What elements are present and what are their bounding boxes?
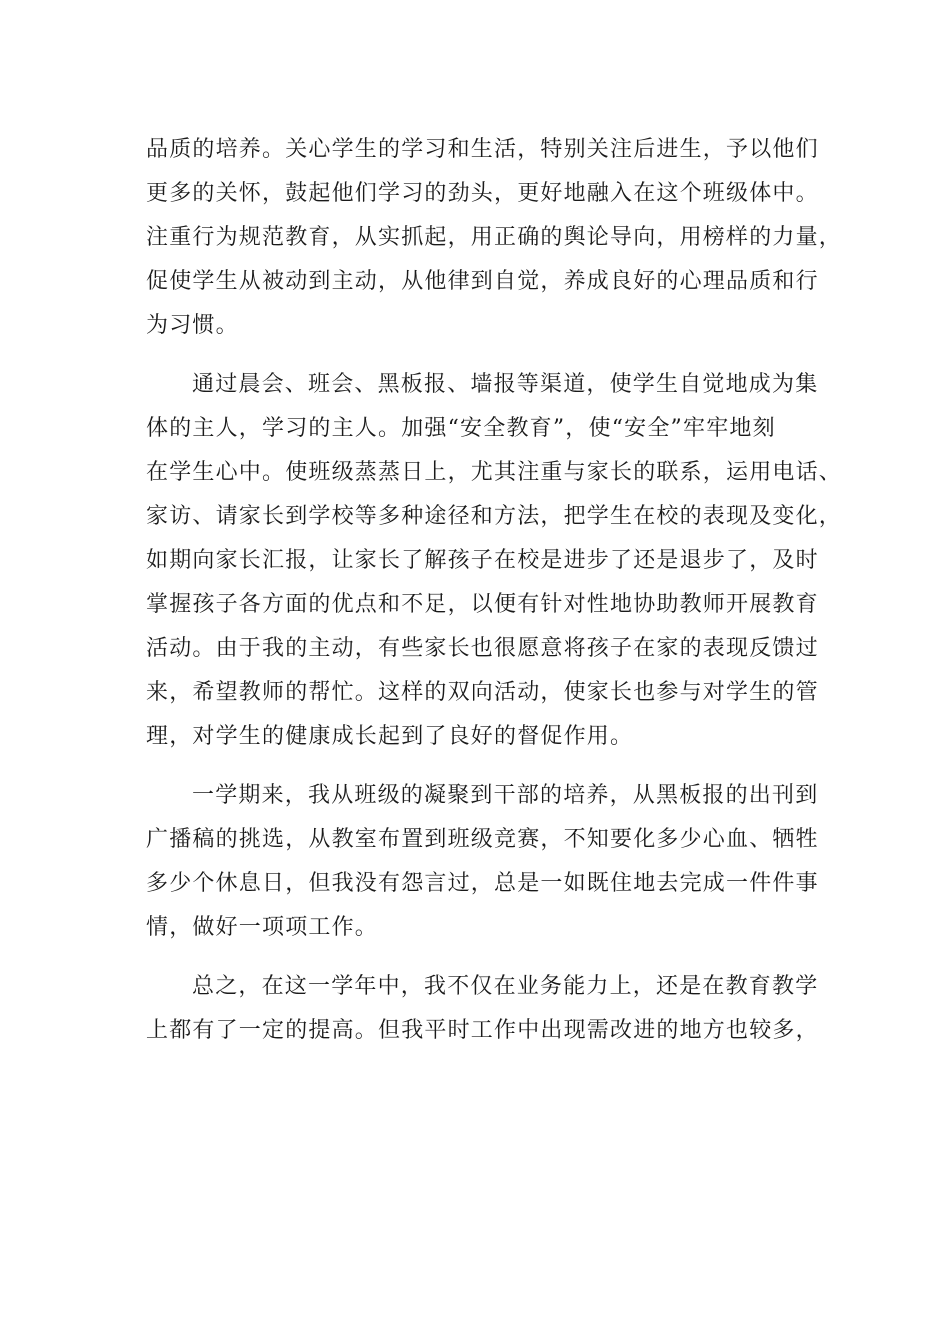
paragraph-1 — [146, 128, 843, 348]
text-line: 情，做好一项项工作。 — [146, 915, 379, 940]
text-line: 来，希望教师的帮忙。这样的双向活动，使家长也参与对学生的管 — [146, 680, 819, 705]
text-line: 体的主人，学习的主人。加强“安全教育”，使“安全”牢牢地刻 — [146, 416, 776, 441]
text-line: 总之，在这一学年中，我不仅在业务能力上，还是在教育教学 — [192, 974, 819, 999]
text-line: 掌握孩子各方面的优点和不足，以便有针对性地协助教师开展教育 — [146, 592, 819, 617]
text-line: 多少个休息日，但我没有怨言过，总是一如既住地去完成一件件事 — [146, 871, 819, 896]
document-body — [146, 128, 843, 1068]
paragraph-3 — [146, 774, 819, 950]
text-line: 上都有了一定的提高。但我平时工作中出现需改进的地方也较多， — [146, 1018, 819, 1043]
text-line: 广播稿的挑选，从教室布置到班级竞赛，不知要化多少心血、牺牲 — [146, 827, 819, 852]
text-line: 一学期来，我从班级的凝聚到干部的培养，从黑板报的出刊到 — [192, 783, 819, 808]
text-line: 在学生心中。使班级蒸蒸日上，尤其注重与家长的联系，运用电话、 — [146, 460, 843, 485]
text-line: 促使学生从被动到主动，从他律到自觉，养成良好的心理品质和行 — [146, 269, 819, 294]
text-line: 品质的培养。关心学生的学习和生活，特别关注后进生，予以他们 — [146, 137, 819, 162]
text-line: 为习惯。 — [146, 313, 239, 338]
text-line: 理，对学生的健康成长起到了良好的督促作用。 — [146, 724, 634, 749]
text-line: 如期向家长汇报，让家长了解孩子在校是进步了还是退步了，及时 — [146, 548, 819, 573]
paragraph-4 — [146, 965, 819, 1053]
paragraph-2 — [146, 363, 843, 759]
text-line: 活动。由于我的主动，有些家长也很愿意将孩子在家的表现反馈过 — [146, 636, 819, 661]
text-line: 家访、请家长到学校等多种途径和方法，把学生在校的表现及变化， — [146, 504, 843, 529]
text-line: 通过晨会、班会、黑板报、墙报等渠道，使学生自觉地成为集 — [192, 372, 819, 397]
text-line: 注重行为规范教育，从实抓起，用正确的舆论导向，用榜样的力量， — [146, 225, 843, 250]
text-line: 更多的关怀，鼓起他们学习的劲头，更好地融入在这个班级体中。 — [146, 181, 819, 206]
